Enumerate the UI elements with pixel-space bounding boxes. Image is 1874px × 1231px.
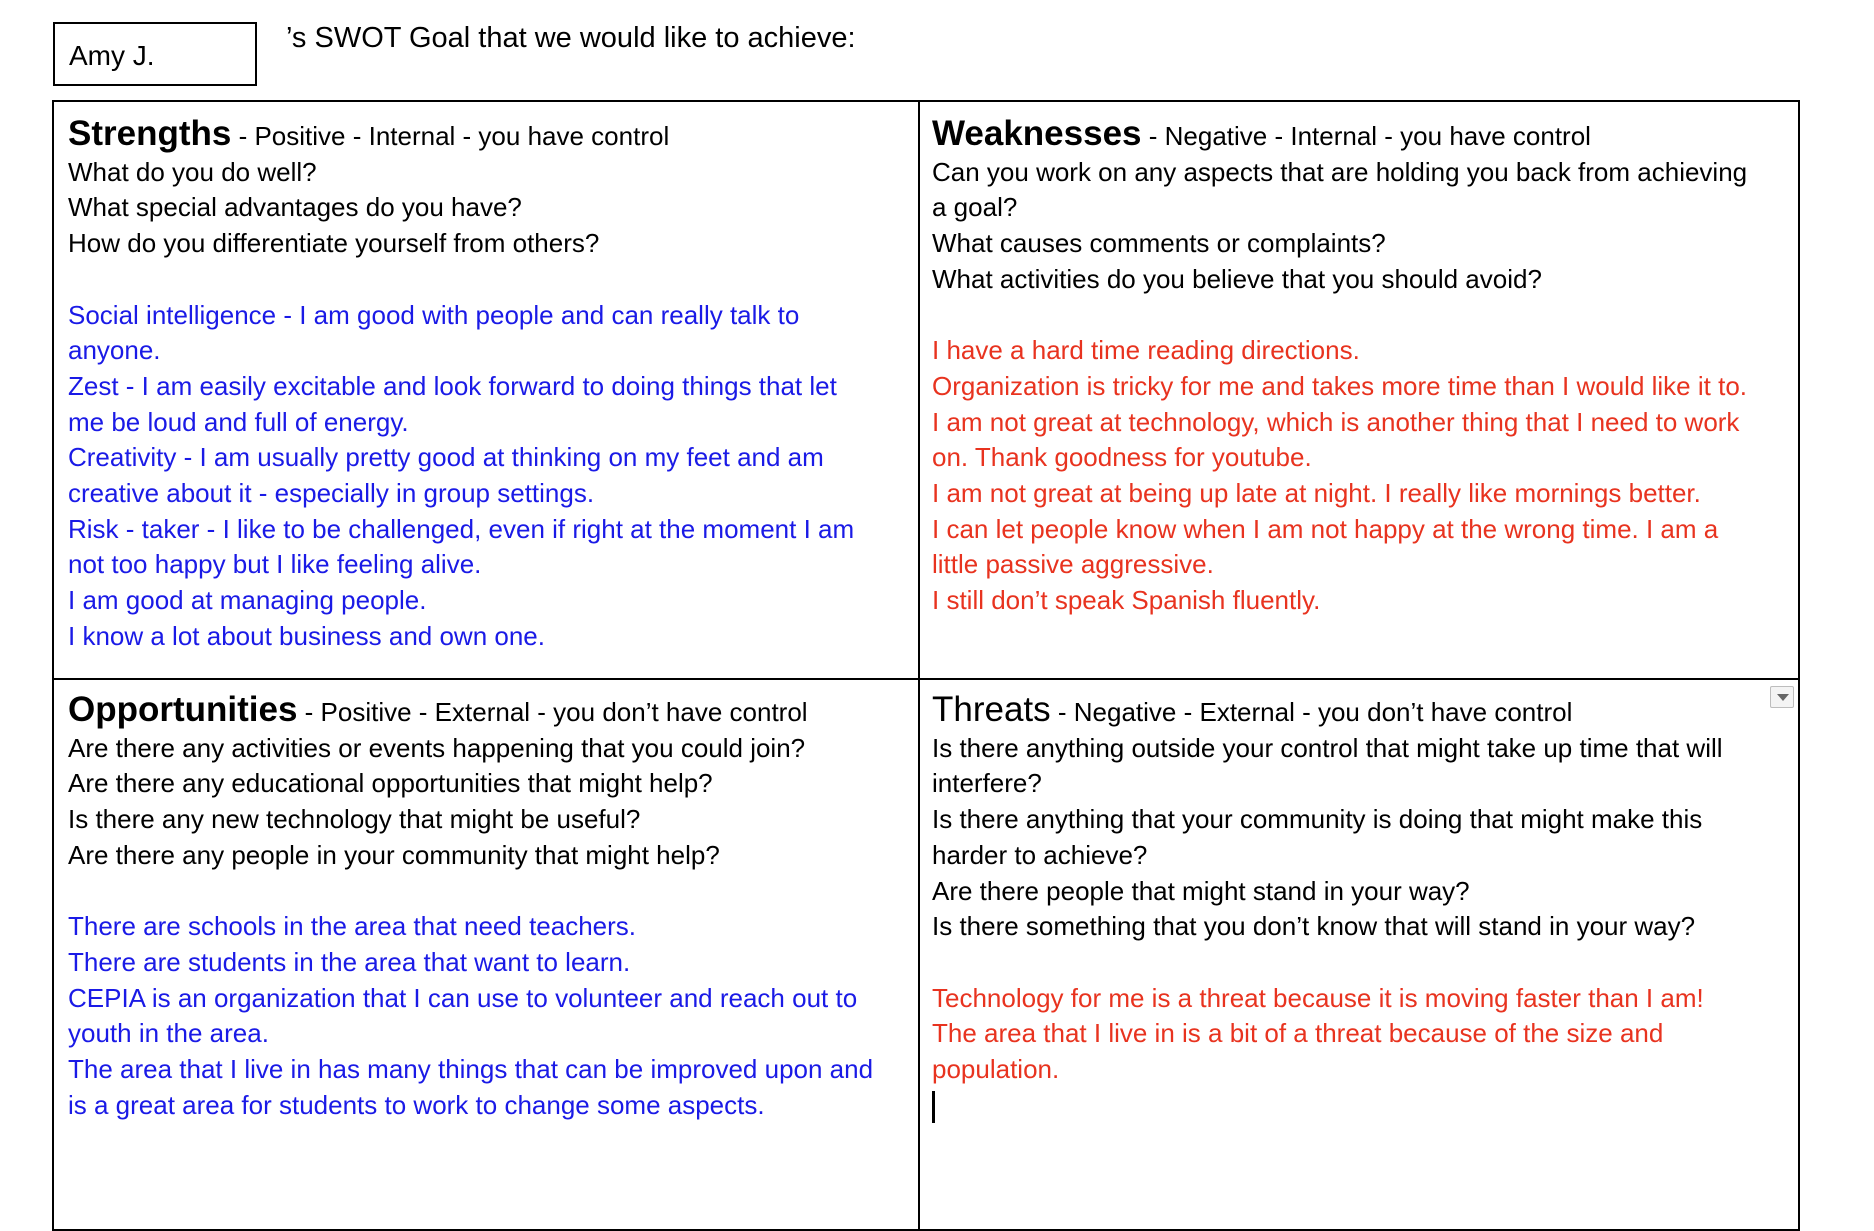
blank-line bbox=[68, 874, 908, 910]
weaknesses-title: Weaknesses bbox=[932, 114, 1142, 153]
threats-answer: Technology for me is a threat because it is moving faster than I am! bbox=[932, 982, 1704, 1013]
strengths-answer: I know a lot about business and own one. bbox=[68, 620, 545, 651]
strengths-subtitle: - Positive - Internal - you have control bbox=[231, 121, 670, 151]
name-value: Amy J. bbox=[69, 40, 155, 71]
opportunities-answer: CEPIA is an organization that I can use to volunteer and reach out to bbox=[68, 982, 858, 1013]
weaknesses-answer: Organization is tricky for me and takes more time than I would like it to. bbox=[932, 370, 1748, 401]
weaknesses-header bbox=[932, 116, 1784, 155]
strengths-cell[interactable] bbox=[68, 116, 908, 655]
opportunities-answer: There are schools in the area that need teachers. bbox=[68, 911, 637, 942]
strengths-question: How do you differentiate yourself from others? bbox=[68, 228, 600, 259]
dropdown-arrow-icon[interactable] bbox=[1770, 686, 1794, 708]
weaknesses-answer: I am not great at being up late at night. I really like mornings better. bbox=[932, 478, 1701, 509]
column-divider bbox=[918, 102, 920, 1229]
weaknesses-question: Can you work on any aspects that are holding you back from achieving bbox=[932, 156, 1748, 187]
text-cursor-line bbox=[932, 1088, 1784, 1124]
strengths-answer: anyone. bbox=[68, 335, 161, 366]
opportunities-question: Are there any activities or events happening that you could join? bbox=[68, 732, 806, 763]
strengths-answer: Risk - taker - I like to be challenged, even if right at the moment I am bbox=[68, 513, 855, 544]
strengths-answer: me be loud and full of energy. bbox=[68, 406, 409, 437]
blank-line bbox=[932, 945, 1784, 981]
strengths-question: What special advantages do you have? bbox=[68, 192, 522, 223]
threats-question: Are there people that might stand in your way? bbox=[932, 875, 1470, 906]
weaknesses-cell[interactable] bbox=[932, 116, 1784, 619]
strengths-question: What do you do well? bbox=[68, 156, 317, 187]
threats-cell[interactable] bbox=[932, 692, 1784, 1123]
strengths-answer: Social intelligence - I am good with people and can really talk to bbox=[68, 299, 800, 330]
opportunities-answer: The area that I live in has many things that can be improved upon and bbox=[68, 1054, 874, 1085]
threats-answer: The area that I live in is a bit of a threat because of the size and bbox=[932, 1018, 1664, 1049]
threats-question: harder to achieve? bbox=[932, 839, 1148, 870]
threats-header bbox=[932, 692, 1784, 731]
threats-question: Is there anything outside your control that might take up time that will bbox=[932, 732, 1723, 763]
weaknesses-answer: little passive aggressive. bbox=[932, 549, 1214, 580]
threats-question: interfere? bbox=[932, 768, 1042, 799]
strengths-answer: I am good at managing people. bbox=[68, 585, 427, 616]
weaknesses-question: What causes comments or complaints? bbox=[932, 228, 1386, 259]
strengths-answer: Zest - I am easily excitable and look forward to doing things that let bbox=[68, 370, 837, 401]
threats-question: Is there something that you don’t know that will stand in your way? bbox=[932, 911, 1696, 942]
strengths-answer: not too happy but I like feeling alive. bbox=[68, 549, 482, 580]
weaknesses-question: What activities do you believe that you should avoid? bbox=[932, 263, 1542, 294]
opportunities-answer: is a great area for students to work to change some aspects. bbox=[68, 1089, 765, 1120]
opportunities-question: Are there any educational opportunities that might help? bbox=[68, 768, 713, 799]
weaknesses-answer: I can let people know when I am not happy at the wrong time. I am a bbox=[932, 513, 1719, 544]
strengths-title: Strengths bbox=[68, 114, 232, 153]
text-cursor bbox=[932, 1091, 935, 1123]
weaknesses-answer: I have a hard time reading directions. bbox=[932, 335, 1360, 366]
threats-subtitle: - Negative - External - you don’t have control bbox=[1050, 697, 1573, 727]
threats-title: Threats bbox=[932, 690, 1051, 729]
threats-question: Is there anything that your community is doing that might make this bbox=[932, 804, 1703, 835]
name-field[interactable] bbox=[53, 22, 257, 86]
swot-table bbox=[52, 100, 1800, 1231]
opportunities-title: Opportunities bbox=[68, 690, 298, 729]
blank-line bbox=[932, 298, 1784, 334]
weaknesses-answer: I am not great at technology, which is another thing that I need to work bbox=[932, 406, 1740, 437]
opportunities-header bbox=[68, 692, 908, 731]
opportunities-answer: youth in the area. bbox=[68, 1018, 269, 1049]
weaknesses-question: a goal? bbox=[932, 192, 1018, 223]
goal-heading: ’s SWOT Goal that we would like to achieve: bbox=[286, 22, 856, 54]
weaknesses-answer: on. Thank goodness for youtube. bbox=[932, 442, 1312, 473]
opportunities-question: Is there any new technology that might be useful? bbox=[68, 804, 641, 835]
strengths-answer: Creativity - I am usually pretty good at thinking on my feet and am bbox=[68, 442, 824, 473]
strengths-header bbox=[68, 116, 908, 155]
weaknesses-subtitle: - Negative - Internal - you have control bbox=[1141, 121, 1591, 151]
opportunities-question: Are there any people in your community that might help? bbox=[68, 839, 720, 870]
opportunities-answer: There are students in the area that want to learn. bbox=[68, 946, 631, 977]
threats-answer: population. bbox=[932, 1054, 1060, 1085]
opportunities-cell[interactable] bbox=[68, 692, 908, 1123]
blank-line bbox=[68, 262, 908, 298]
opportunities-subtitle: - Positive - External - you don’t have control bbox=[297, 697, 808, 727]
strengths-answer: creative about it - especially in group settings. bbox=[68, 478, 595, 509]
weaknesses-answer: I still don’t speak Spanish fluently. bbox=[932, 585, 1321, 616]
row-divider bbox=[54, 678, 1798, 680]
